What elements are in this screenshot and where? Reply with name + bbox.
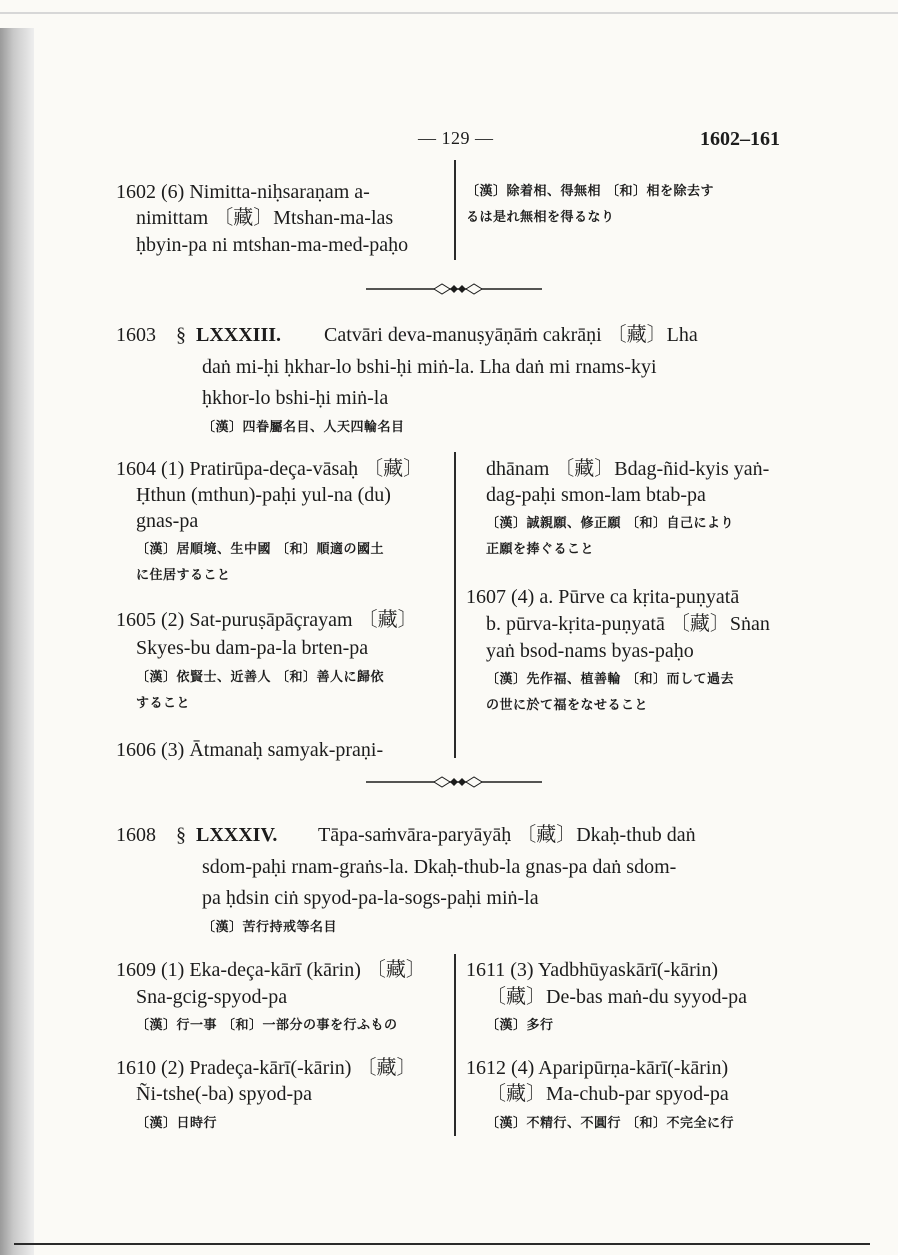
page-header xyxy=(0,128,898,152)
entry-line: 1607 (4) a. Pūrve ca kṛita-puṇyatā xyxy=(466,586,740,608)
entry-line: sdom-paḥi rnam-graṅs-la. Dkaḥ-thub-la gnas-pa daṅ sdom- xyxy=(202,856,677,878)
column-divider xyxy=(454,452,456,758)
column-divider xyxy=(454,160,456,260)
entry-line: 1602 (6) Nimitta-niḥsaraṇam a- xyxy=(116,181,370,203)
entry-range: 1602–161 xyxy=(700,128,780,150)
cjk-gloss: 〔漢〕居順境、生中國 〔和〕順適の國土 xyxy=(136,542,385,557)
section-heading: LXXXIII. xyxy=(196,324,282,346)
cjk-gloss: 〔漢〕先作福、植善輪 〔和〕而して過去 xyxy=(486,672,735,687)
entry-line: 1605 (2) Sat-puruṣāpāçrayam 〔藏〕 xyxy=(116,609,418,631)
entry-line: Ḥthun (mthun)-paḥi yul-na (du) xyxy=(136,484,391,506)
entry-line: pa ḥdsin ciṅ spyod-pa-la-sogs-paḥi miṅ-la xyxy=(202,887,539,909)
cjk-gloss: に住居すること xyxy=(136,568,231,583)
binding-shadow xyxy=(0,28,34,1255)
section-symbol: § xyxy=(176,324,186,346)
cjk-gloss: 〔漢〕除着相、得無相 〔和〕相を除去す xyxy=(466,184,715,199)
entry-line: 1609 (1) Eka-deça-kārī (kārin) 〔藏〕 xyxy=(116,959,426,981)
entry-line: dhānam 〔藏〕Bdag-ñid-kyis yaṅ- xyxy=(486,458,770,480)
cjk-gloss: 〔漢〕不精行、不圓行 〔和〕不完全に行 xyxy=(486,1116,735,1131)
section-heading: LXXXIV. xyxy=(196,824,278,846)
cjk-gloss: 〔漢〕依賢士、近善人 〔和〕善人に歸依 xyxy=(136,670,385,685)
entry-line: Ñi-tshe(-ba) spyod-pa xyxy=(136,1083,313,1105)
entry-line: b. pūrva-kṛita-puṇyatā 〔藏〕Sṅan xyxy=(486,613,770,635)
entry-line: Catvāri deva-manuṣyāṇāṁ cakrāṇi 〔藏〕Lha xyxy=(324,324,698,346)
cjk-gloss: るは是れ無相を得るなり xyxy=(466,210,615,225)
entry-line: 〔藏〕Ma-chub-par spyod-pa xyxy=(486,1083,729,1105)
cjk-gloss: 〔漢〕苦行持戒等名目 xyxy=(202,920,338,935)
entry-line: 1610 (2) Pradeça-kārī(-kārin) 〔藏〕 xyxy=(116,1057,417,1079)
cjk-gloss: の世に於て福をなせること xyxy=(486,698,649,713)
entry-line: ḥbyin-pa ni mtshan-ma-med-paḥo xyxy=(136,234,409,256)
cjk-gloss: すること xyxy=(136,696,191,711)
page-number: — 129 — xyxy=(418,128,494,148)
cjk-gloss: 〔漢〕多行 xyxy=(486,1018,554,1033)
cjk-gloss: 〔漢〕四眷屬名目、人天四輪名目 xyxy=(202,420,405,435)
top-edge-line xyxy=(0,12,898,14)
entry-line: 1604 (1) Pratirūpa-deça-vāsaḥ 〔藏〕 xyxy=(116,458,424,480)
entry-line: 1612 (4) Aparipūrṇa-kārī(-kārin) xyxy=(466,1057,729,1079)
ornament-divider xyxy=(366,772,542,792)
entry-line: 〔藏〕De-bas maṅ-du syyod-pa xyxy=(486,986,748,1008)
entry-line: yaṅ bsod-nams byas-paḥo xyxy=(486,640,694,662)
entry-line: 1606 (3) Ātmanaḥ samyak-praṇi- xyxy=(116,739,384,761)
bottom-edge-line xyxy=(14,1243,870,1245)
ornament-divider xyxy=(366,279,542,299)
entry-line: nimittam 〔藏〕Mtshan-ma-las xyxy=(136,207,394,229)
entry-line: daṅ mi-ḥi ḥkhar-lo bshi-ḥi miṅ-la. Lha daṅ mi rnams-kyi xyxy=(202,356,657,378)
entry-line: gnas-pa xyxy=(136,510,199,532)
cjk-gloss: 〔漢〕行一事 〔和〕一部分の事を行ふもの xyxy=(136,1018,398,1033)
column-divider xyxy=(454,954,456,1136)
entry-number: 1608 xyxy=(116,824,156,846)
entry-line: Sna-gcig-spyod-pa xyxy=(136,986,288,1008)
entry-line: dag-paḥi smon-lam btab-pa xyxy=(486,484,706,506)
cjk-gloss: 正願を捧ぐること xyxy=(486,542,595,557)
cjk-gloss: 〔漢〕誠親願、修正願 〔和〕自己により xyxy=(486,516,735,531)
section-symbol: § xyxy=(176,824,186,846)
entry-line: 1611 (3) Yadbhūyaskārī(-kārin) xyxy=(466,959,718,981)
entry-number: 1603 xyxy=(116,324,156,346)
cjk-gloss: 〔漢〕日時行 xyxy=(136,1116,218,1131)
entry-line: Tāpa-saṁvāra-paryāyāḥ 〔藏〕Dkaḥ-thub daṅ xyxy=(318,824,696,846)
entry-line: Skyes-bu dam-pa-la brten-pa xyxy=(136,637,369,659)
entry-line: ḥkhor-lo bshi-ḥi miṅ-la xyxy=(202,387,389,409)
